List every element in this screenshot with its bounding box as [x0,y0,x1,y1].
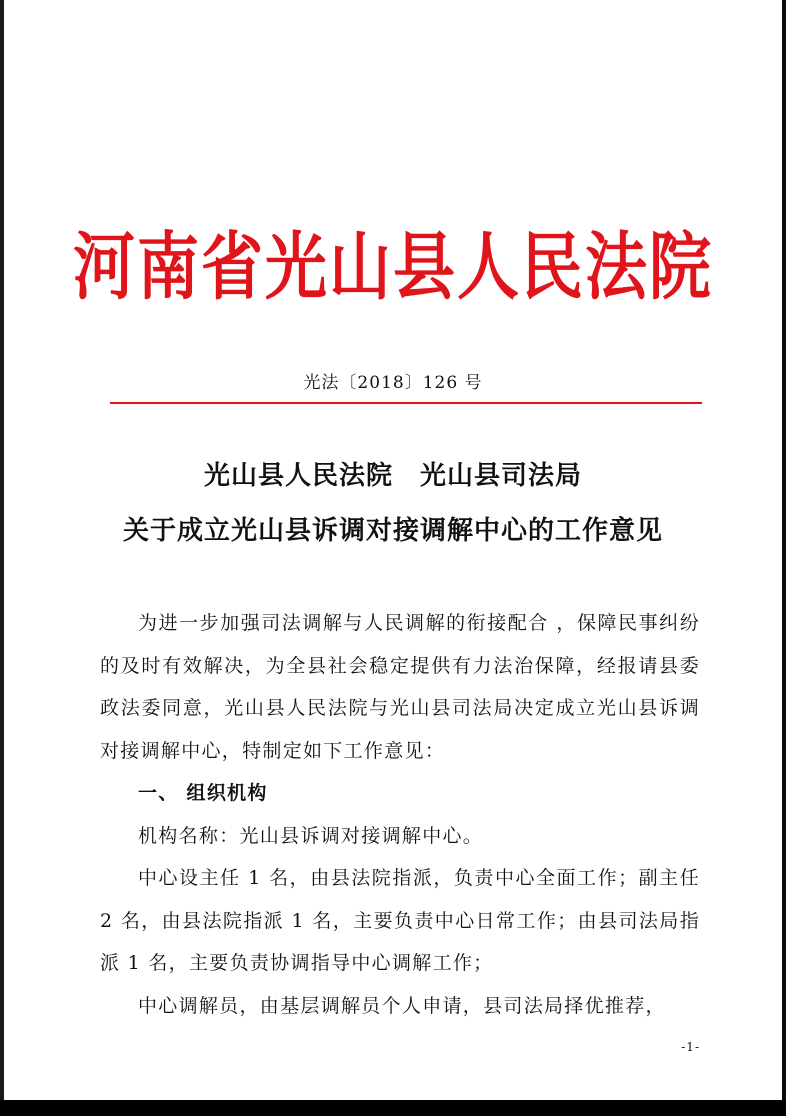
body-paragraph-intro: 为进一步加强司法调解与人民调解的衔接配合 ，保障民事纠纷的及时有效解决，为全县社会稳定提供有力法治保障，经报请县委政法委同意，光山县人民法院与光山县司法局决定成立光山县诉调对接调解中心，特制定如下工作意见： [100,612,700,762]
body-paragraph-mediators: 中心调解员，由基层调解员个人申请，县司法局择优推荐， [138,994,666,1017]
red-divider-line [110,402,702,404]
document-title-line-2: 关于成立光山县诉调对接调解中心的工作意见 [122,516,663,546]
scan-edge-bottom [0,1100,786,1116]
body-paragraph-name: 机构名称：光山县诉调对接调解中心。 [138,824,484,847]
section-heading-organization: 一、 组织机构 [138,782,268,804]
body-paragraph-directors: 中心设主任 1 名，由县法院指派，负责中心全面工作；副主任 2 名，由县法院指派 1 名，主要负责中心日常工作；由县司法局指派 1 名，主要负责协调指导中心调解工作； [100,867,700,974]
page-number: -1- [681,1040,700,1054]
issuer-header: 河南省光山县人民法院 [72,223,713,310]
document-page [4,0,782,1100]
document-title-line-1: 光山县人民法院 光山县司法局 [203,461,582,491]
document-body [100,602,700,1027]
document-number: 光法〔2018〕126 号 [303,373,483,393]
